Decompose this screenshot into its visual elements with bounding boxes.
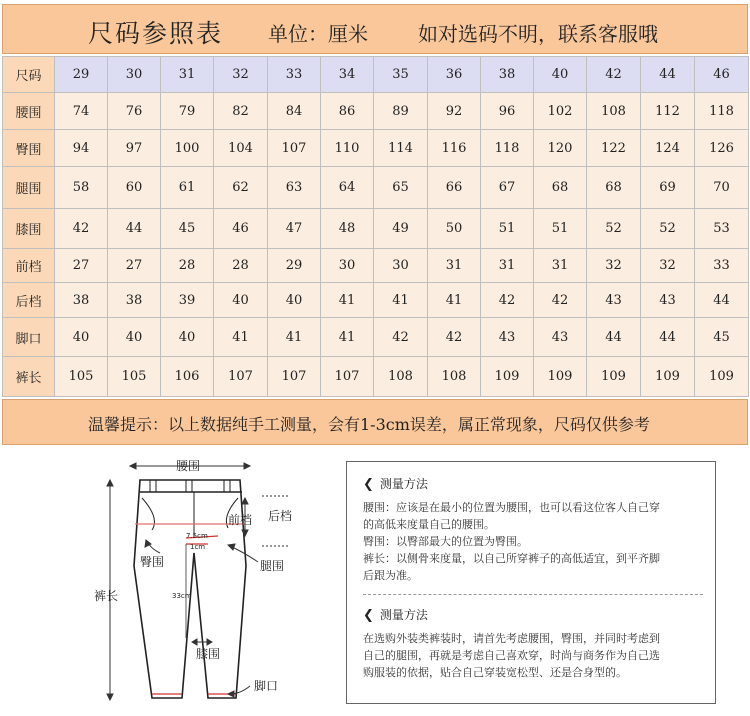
value-cell: 52 — [587, 209, 641, 249]
value-cell: 51 — [481, 209, 534, 249]
value-cell: 41 — [214, 318, 268, 357]
value-cell: 74 — [55, 93, 108, 130]
chart-title: 尺码参照表 — [88, 19, 224, 48]
measurement-row — [3, 209, 749, 249]
measurement-tip: 温馨提示：以上数据纯手工测量，会有1-3cm误差，属正常现象，尺码仅供参考 — [88, 415, 650, 434]
section2-heading — [363, 607, 703, 624]
section-divider — [363, 594, 703, 595]
section1-line: 裤长：以侧骨来度量，以自己所穿裤子的高低适宜，到平齐脚 — [363, 552, 660, 565]
value-cell: 109 — [695, 357, 749, 397]
value-cell: 109 — [641, 357, 695, 397]
value-cell: 40 — [108, 318, 161, 357]
leg-opening-label: 脚口 — [254, 679, 279, 693]
value-cell: 63 — [268, 167, 321, 209]
section1-line: 的高低来度量自己的腰围。 — [363, 518, 495, 531]
value-cell: 62 — [214, 167, 268, 209]
value-cell: 44 — [587, 318, 641, 357]
value-cell: 29 — [268, 249, 321, 283]
value-cell: 76 — [108, 93, 161, 130]
value-cell: 114 — [374, 130, 428, 167]
size-table — [2, 56, 749, 397]
hip-label: 臀围 — [140, 555, 165, 569]
measurement-row — [3, 167, 749, 209]
value-cell: 104 — [214, 130, 268, 167]
section1-line: 后跟为准。 — [363, 569, 418, 582]
measurement-row — [3, 318, 749, 357]
value-cell: 120 — [534, 130, 587, 167]
section1-heading — [363, 476, 703, 493]
size-cell: 38 — [481, 57, 534, 93]
value-cell: 52 — [641, 209, 695, 249]
size-header-row — [3, 57, 749, 93]
size-cell: 44 — [641, 57, 695, 93]
value-cell: 42 — [481, 283, 534, 318]
value-cell: 42 — [428, 318, 481, 357]
value-cell: 100 — [161, 130, 214, 167]
size-cell: 30 — [108, 57, 161, 93]
length-label: 裤长 — [94, 589, 119, 603]
value-cell: 31 — [534, 249, 587, 283]
value-cell: 30 — [321, 249, 374, 283]
measure-33cm: 33cm — [172, 592, 192, 600]
value-cell: 122 — [587, 130, 641, 167]
value-cell: 64 — [321, 167, 374, 209]
value-cell: 118 — [695, 93, 749, 130]
measurement-row — [3, 130, 749, 167]
size-cell: 46 — [695, 57, 749, 93]
value-cell: 31 — [428, 249, 481, 283]
row-label: 前档 — [3, 249, 55, 283]
value-cell: 107 — [268, 357, 321, 397]
value-cell: 43 — [534, 318, 587, 357]
value-cell: 110 — [321, 130, 374, 167]
size-cell: 32 — [214, 57, 268, 93]
contact-notice: 如对选码不明，联系客服哦 — [418, 22, 658, 46]
value-cell: 38 — [108, 283, 161, 318]
value-cell: 89 — [374, 93, 428, 130]
value-cell: 43 — [481, 318, 534, 357]
size-cell: 33 — [268, 57, 321, 93]
value-cell: 69 — [641, 167, 695, 209]
value-cell: 82 — [214, 93, 268, 130]
value-cell: 112 — [641, 93, 695, 130]
tip-bar — [2, 399, 748, 445]
value-cell: 68 — [534, 167, 587, 209]
value-cell: 86 — [321, 93, 374, 130]
value-cell: 41 — [428, 283, 481, 318]
section2-line: 在选购外装类裤装时，请首先考虑腰围，臀围，并同时考虑到 — [363, 632, 660, 645]
knee-label: 膝围 — [196, 647, 221, 661]
thigh-arrow — [228, 544, 258, 562]
value-cell: 32 — [641, 249, 695, 283]
waist-label: 腰围 — [176, 459, 201, 473]
value-cell: 67 — [481, 167, 534, 209]
back-rise-label: 后档 — [268, 509, 293, 523]
section2-title: 测量方法 — [379, 608, 428, 622]
value-cell: 42 — [534, 283, 587, 318]
leg-opening-arrow — [228, 686, 250, 697]
value-cell: 108 — [587, 93, 641, 130]
value-cell: 44 — [641, 318, 695, 357]
value-cell: 41 — [321, 318, 374, 357]
value-cell: 106 — [161, 357, 214, 397]
measurement-instructions — [346, 461, 716, 704]
measurement-row — [3, 249, 749, 283]
value-cell: 116 — [428, 130, 481, 167]
value-cell: 92 — [428, 93, 481, 130]
value-cell: 108 — [374, 357, 428, 397]
value-cell: 109 — [534, 357, 587, 397]
section2-line: 购服装的依据，贴合自己穿装宽松型、还是合身型的。 — [363, 666, 627, 679]
size-cell: 31 — [161, 57, 214, 93]
section1-line: 腰围：应该是在最小的位置为腰围，也可以看这位客人自己穿 — [363, 501, 660, 514]
section1-line: 臀围：以臀部最大的位置为臀围。 — [363, 535, 528, 548]
measure-1cm: 1cm — [190, 543, 206, 551]
size-cell: 34 — [321, 57, 374, 93]
value-cell: 96 — [481, 93, 534, 130]
value-cell: 118 — [481, 130, 534, 167]
value-cell: 43 — [587, 283, 641, 318]
row-label: 腰围 — [3, 93, 55, 130]
size-cell: 36 — [428, 57, 481, 93]
front-rise-label: 前档 — [228, 513, 253, 527]
value-cell: 28 — [161, 249, 214, 283]
value-cell: 40 — [214, 283, 268, 318]
value-cell: 44 — [108, 209, 161, 249]
value-cell: 109 — [481, 357, 534, 397]
value-cell: 27 — [55, 249, 108, 283]
row-label: 后档 — [3, 283, 55, 318]
value-cell: 84 — [268, 93, 321, 130]
value-cell: 44 — [695, 283, 749, 318]
measurement-row — [3, 283, 749, 318]
value-cell: 41 — [321, 283, 374, 318]
value-cell: 61 — [161, 167, 214, 209]
row-label-size: 尺码 — [3, 57, 55, 93]
value-cell: 70 — [695, 167, 749, 209]
value-cell: 68 — [587, 167, 641, 209]
value-cell: 48 — [321, 209, 374, 249]
value-cell: 42 — [55, 209, 108, 249]
value-cell: 31 — [481, 249, 534, 283]
row-label: 腿围 — [3, 167, 55, 209]
trousers-diagram — [90, 458, 340, 708]
value-cell: 45 — [695, 318, 749, 357]
value-cell: 45 — [161, 209, 214, 249]
value-cell: 43 — [641, 283, 695, 318]
unit-label: 单位：厘米 — [268, 22, 368, 46]
value-cell: 107 — [321, 357, 374, 397]
value-cell: 108 — [428, 357, 481, 397]
row-label: 膝围 — [3, 209, 55, 249]
size-cell: 42 — [587, 57, 641, 93]
value-cell: 32 — [587, 249, 641, 283]
value-cell: 40 — [268, 283, 321, 318]
chevron-left-icon: ❮ — [363, 608, 374, 623]
value-cell: 109 — [587, 357, 641, 397]
value-cell: 97 — [108, 130, 161, 167]
row-label: 脚口 — [3, 318, 55, 357]
size-cell: 35 — [374, 57, 428, 93]
size-cell: 40 — [534, 57, 587, 93]
value-cell: 65 — [374, 167, 428, 209]
value-cell: 60 — [108, 167, 161, 209]
thigh-label: 腿围 — [260, 559, 285, 573]
value-cell: 38 — [55, 283, 108, 318]
measure-7-5cm: 7.5cm — [186, 532, 208, 540]
section2-line: 自己的腿围，再就是考虑自己喜欢穿，时尚与商务作为自己选 — [363, 649, 660, 662]
measurement-row — [3, 357, 749, 397]
section1-title: 测量方法 — [379, 477, 428, 491]
value-cell: 102 — [534, 93, 587, 130]
section1-body — [363, 499, 703, 584]
value-cell: 49 — [374, 209, 428, 249]
value-cell: 105 — [55, 357, 108, 397]
row-label: 臀围 — [3, 130, 55, 167]
value-cell: 58 — [55, 167, 108, 209]
value-cell: 50 — [428, 209, 481, 249]
value-cell: 39 — [161, 283, 214, 318]
value-cell: 33 — [695, 249, 749, 283]
value-cell: 42 — [374, 318, 428, 357]
value-cell: 41 — [374, 283, 428, 318]
value-cell: 27 — [108, 249, 161, 283]
value-cell: 40 — [55, 318, 108, 357]
value-cell: 46 — [214, 209, 268, 249]
value-cell: 47 — [268, 209, 321, 249]
value-cell: 41 — [268, 318, 321, 357]
measurement-row — [3, 93, 749, 130]
value-cell: 105 — [108, 357, 161, 397]
value-cell: 30 — [374, 249, 428, 283]
row-label: 裤长 — [3, 357, 55, 397]
title-banner — [2, 4, 748, 54]
value-cell: 40 — [161, 318, 214, 357]
value-cell: 79 — [161, 93, 214, 130]
value-cell: 28 — [214, 249, 268, 283]
size-cell: 29 — [55, 57, 108, 93]
chevron-left-icon: ❮ — [363, 477, 374, 492]
hip-arrow — [145, 540, 160, 553]
value-cell: 53 — [695, 209, 749, 249]
section2-body — [363, 630, 703, 681]
value-cell: 51 — [534, 209, 587, 249]
value-cell: 94 — [55, 130, 108, 167]
value-cell: 124 — [641, 130, 695, 167]
value-cell: 107 — [214, 357, 268, 397]
value-cell: 107 — [268, 130, 321, 167]
value-cell: 66 — [428, 167, 481, 209]
value-cell: 126 — [695, 130, 749, 167]
